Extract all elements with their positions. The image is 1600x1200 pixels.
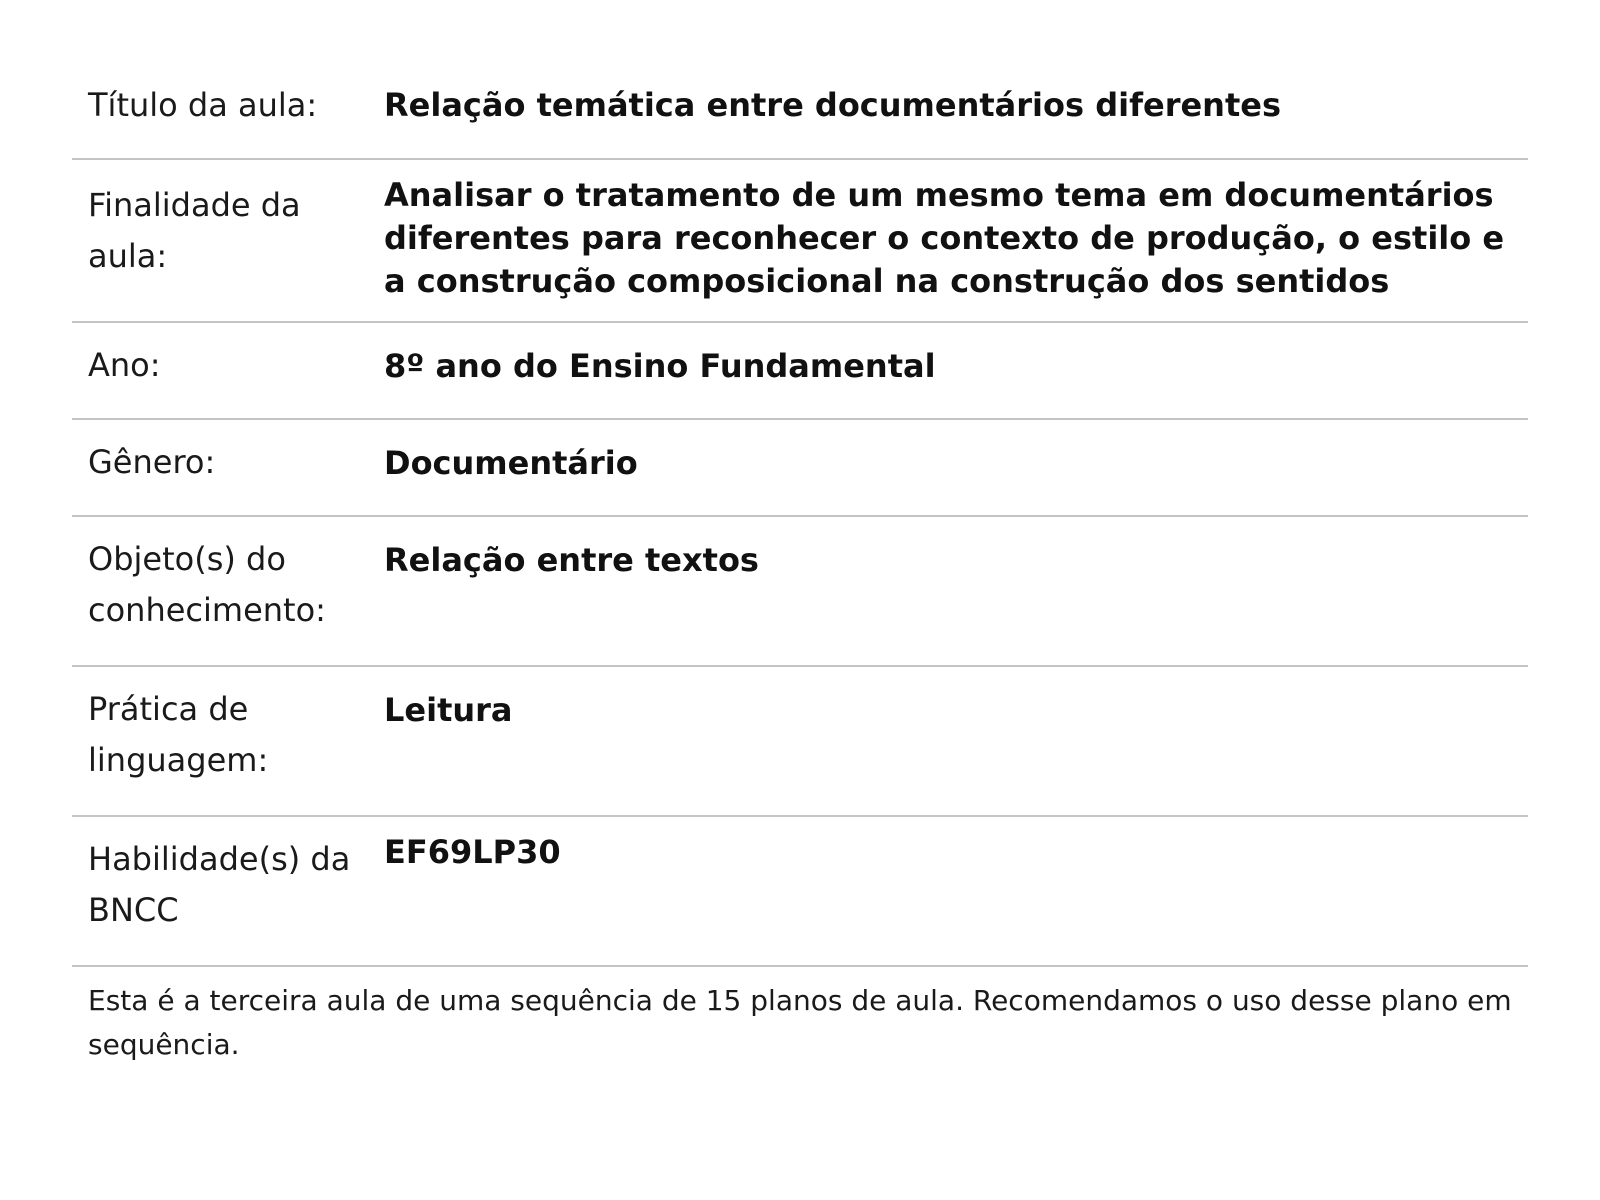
row-value: 8º ano do Ensino Fundamental <box>384 347 936 385</box>
row-label: Ano: <box>88 346 161 384</box>
row-label: Gênero: <box>88 443 216 481</box>
row-value: Relação entre textos <box>384 541 759 579</box>
row-label: Finalidade da aula: <box>88 186 301 275</box>
row-value: Leitura <box>384 691 513 729</box>
row-value: Documentário <box>384 444 638 482</box>
row-label: Habilidade(s) da BNCC <box>88 840 351 929</box>
lesson-info-table <box>72 58 1528 967</box>
row-label: Objeto(s) do conhecimento: <box>88 540 326 629</box>
row-label: Título da aula: <box>88 86 318 124</box>
row-school-year <box>72 323 1528 420</box>
row-value: Analisar o tratamento de um mesmo tema em documentários diferentes para reconhecer o contexto de produção, o estilo e a construção composicional na construção dos sentidos <box>384 176 1505 300</box>
row-value: EF69LP30 <box>384 833 561 871</box>
sequence-note: Esta é a terceira aula de uma sequência de 15 planos de aula. Recomendamos o uso desse plano em sequência. <box>88 984 1512 1061</box>
row-lesson-title <box>72 58 1528 160</box>
row-lesson-purpose <box>72 160 1528 323</box>
row-bncc-skills <box>72 817 1528 967</box>
row-label: Prática de linguagem: <box>88 690 269 779</box>
row-value: Relação temática entre documentários diferentes <box>384 86 1281 124</box>
row-language-practice <box>72 667 1528 817</box>
row-knowledge-objects <box>72 517 1528 667</box>
row-genre <box>72 420 1528 517</box>
